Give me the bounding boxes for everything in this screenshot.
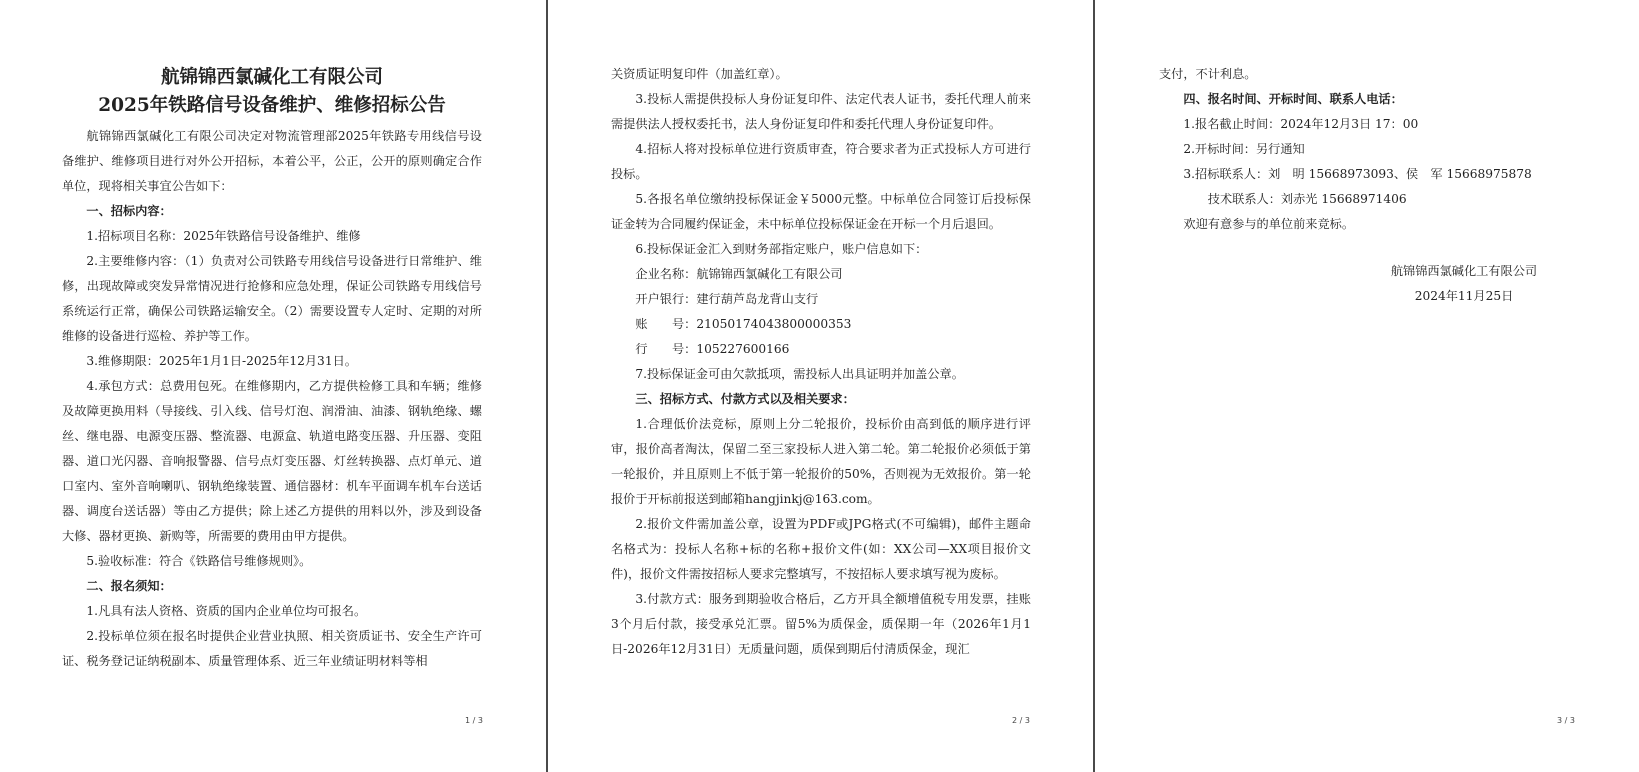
- s2-item-4: 4.招标人将对投标单位进行资质审查，符合要求者为正式投标人方可进行投标。: [611, 142, 1031, 181]
- section-4-heading: 四、报名时间、开标时间、联系人电话：: [1183, 92, 1403, 106]
- page-3: [1095, 0, 1639, 772]
- document-title: [62, 64, 482, 120]
- s4-item-4: 技术联系人：刘赤光 15668971406: [1207, 192, 1407, 206]
- title-line-2: 2025年铁路信号设备维护、维修招标公告: [98, 95, 446, 116]
- s4-item-3: 3.招标联系人：刘 明 15668973093、侯 军 15668975878: [1183, 167, 1532, 181]
- signature-company: 航锦锦西氯碱化工有限公司: [1390, 264, 1538, 278]
- s4-item-2: 2.开标时间：另行通知: [1183, 142, 1305, 156]
- s1-item-3: 3.维修期限：2025年1月1日-2025年12月31日。: [86, 354, 357, 368]
- account-company: 企业名称：航锦锦西氯碱化工有限公司: [635, 267, 843, 281]
- s1-item-2: 2.主要维修内容：（1）负责对公司铁路专用线信号设备进行日常维护、维修，出现故障或突发异常情况进行抢修和应急处理，保证公司铁路专用线信号系统运行正常，确保公司铁路运输安全。（2）需要设置专人定时、定期的对所维修的设备进行巡检、养护等工作。: [62, 254, 482, 343]
- section-3-heading: 三、招标方式、付款方式以及相关要求：: [635, 392, 855, 406]
- bank-number: 行 号：105227600166: [635, 342, 790, 356]
- page-2-content: [611, 62, 1031, 662]
- title-line-1: 航锦锦西氯碱化工有限公司: [160, 67, 383, 88]
- page-2: [548, 0, 1093, 772]
- intro-paragraph: 航锦锦西氯碱化工有限公司决定对物流管理部2025年铁路专用线信号设备维护、维修项目进行对外公开招标，本着公平，公正，公开的原则确定合作单位，现将相关事宜公告如下：: [62, 129, 482, 193]
- page-number: 2 / 3: [1012, 716, 1030, 725]
- signature-date: 2024年11月25日: [1414, 289, 1514, 303]
- welcome-text: 欢迎有意参与的单位前来竞标。: [1183, 217, 1355, 231]
- s1-item-4: 4.承包方式：总费用包死。在维修期内，乙方提供检修工具和车辆；维修及故障更换用料（导接线、引入线、信号灯泡、润滑油、油漆、钢轨绝缘、螺丝、继电器、电源变压器、整流器、电源盒、轨道电路变压器、升压器、变阻器、道口光闪器、音响报警器、信号点灯变压器、灯丝转换器、点灯单元、道口室内、室外音响喇叭、钢轨绝缘装置、通信器材：机车平面调车机车台送话器、调度台送话器）等由乙方提供；除上述乙方提供的用料以外，涉及到设备大修、器材更换、新购等，所需要的费用由甲方提供。: [62, 379, 482, 543]
- s3-item-2: 2.报价文件需加盖公章，设置为PDF或JPG格式(不可编辑)，邮件主题命名格式为：投标人名称+标的名称+报价文件(如：XX公司—XX项目报价文件)，报价文件需按招标人要求完整填写，不按招标人要求填写视为废标。: [611, 517, 1031, 581]
- page-number: 1 / 3: [465, 716, 483, 725]
- account-number: 账 号：21050174043800000353: [635, 317, 852, 331]
- s3-item-3: 3.付款方式：服务到期验收合格后，乙方开具全额增值税专用发票，挂账3个月后付款，接受承兑汇票。留5%为质保金，质保期一年（2026年1月1日-2026年12月31日）无质量问题，质保到期后付清质保金，现汇: [611, 592, 1031, 656]
- continuation-text: 支付，不计利息。: [1159, 67, 1257, 81]
- s2-item-5: 5.各报名单位缴纳投标保证金￥5000元整。中标单位合同签订后投标保证金转为合同履约保证金，未中标单位投标保证金在开标一个月后退回。: [611, 192, 1031, 231]
- continuation-text: 关资质证明复印件（加盖红章）。: [611, 67, 788, 81]
- s4-item-1: 1.报名截止时间：2024年12月3日 17：00: [1183, 117, 1419, 131]
- s2-item-1: 1.凡具有法人资格、资质的国内企业单位均可报名。: [86, 604, 367, 618]
- section-1-heading: 一、招标内容：: [86, 204, 172, 218]
- s1-item-5: 5.验收标准：符合《铁路信号维修规则》。: [86, 554, 312, 568]
- account-bank: 开户银行：建行葫芦岛龙背山支行: [635, 292, 819, 306]
- s1-item-1: 1.招标项目名称：2025年铁路信号设备维护、维修: [86, 229, 361, 243]
- page-3-content: [1159, 62, 1579, 309]
- s2-item-6: 6.投标保证金汇入到财务部指定账户，账户信息如下：: [635, 242, 928, 256]
- page-number: 3 / 3: [1557, 716, 1575, 725]
- s2-item-7: 7.投标保证金可由欠款抵项，需投标人出具证明并加盖公章。: [635, 367, 964, 381]
- page-1-content: [62, 62, 482, 674]
- page-1: [0, 0, 546, 772]
- s2-item-3: 3.投标人需提供投标人身份证复印件、法定代表人证书，委托代理人前来需提供法人授权委托书，法人身份证复印件和委托代理人身份证复印件。: [611, 92, 1031, 131]
- s2-item-2: 2.投标单位须在报名时提供企业营业执照、相关资质证书、安全生产许可证、税务登记证纳税副本、质量管理体系、近三年业绩证明材料等相: [62, 629, 482, 668]
- s3-item-1: 1.合理低价法竞标，原则上分二轮报价，投标价由高到低的顺序进行评审，报价高者淘汰，保留二至三家投标人进入第二轮。第二轮报价必须低于第一轮报价，并且原则上不低于第一轮报价的50%，否则视为无效报价。第一轮报价于开标前报送到邮箱hangjinkj@163.com。: [611, 417, 1031, 506]
- section-2-heading: 二、报名须知：: [86, 579, 172, 593]
